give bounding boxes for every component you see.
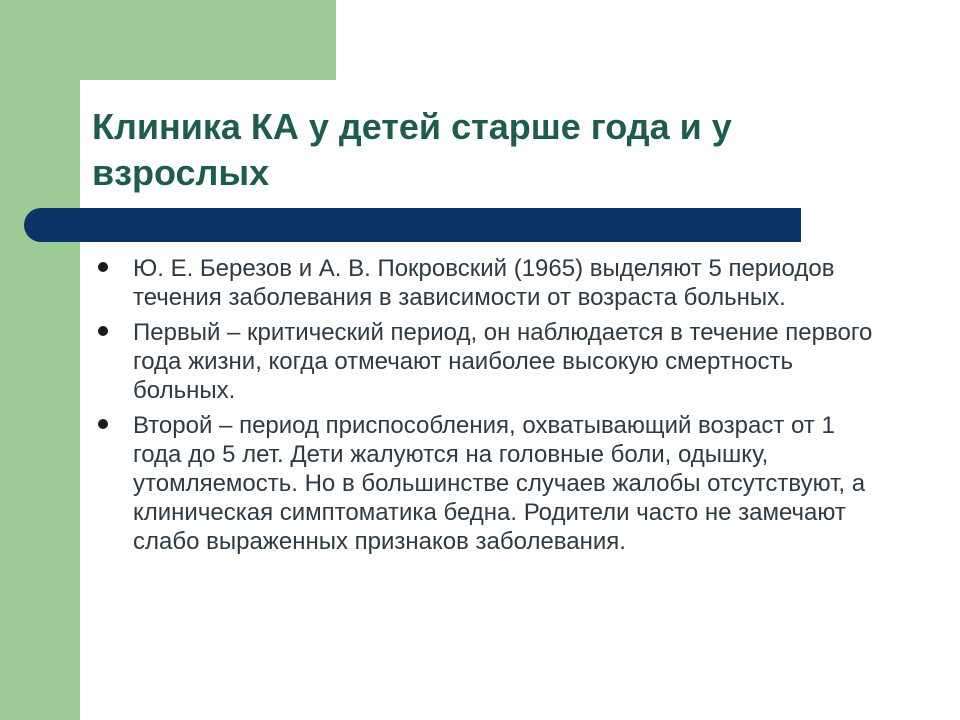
- bullet-item: [96, 318, 886, 405]
- bullet-text: Ю. Е. Березов и А. В. Покровский (1965) выделяют 5 периодов течения заболевания в зависимости от возраста больных.: [133, 255, 835, 311]
- bullet-item: [96, 254, 886, 312]
- bullet-dot-icon: [98, 326, 108, 336]
- bullet-item: [96, 411, 886, 556]
- decorative-green-band-top: [80, 0, 336, 80]
- decorative-green-band-left: [0, 0, 80, 720]
- title-underline-bar: [24, 208, 801, 242]
- bullet-text: Второй – период приспособления, охватывающий возраст от 1 года до 5 лет. Дети жалуются на головные боли, одышку, утомляемость. Но в большинстве случаев жалобы отсутствуют, а клиническая симптоматика бедна. Родители часто не замечают слабо выраженных признаков заболевания.: [133, 412, 866, 555]
- bullet-list: [96, 254, 886, 562]
- bullet-dot-icon: [98, 262, 108, 272]
- bullet-text: Первый – критический период, он наблюдается в течение первого года жизни, когда отмечают наиболее высокую смертность больных.: [133, 319, 873, 404]
- bullet-dot-icon: [98, 419, 108, 429]
- slide-title: Клиника КА у детей старше года и у взрослых: [92, 106, 732, 193]
